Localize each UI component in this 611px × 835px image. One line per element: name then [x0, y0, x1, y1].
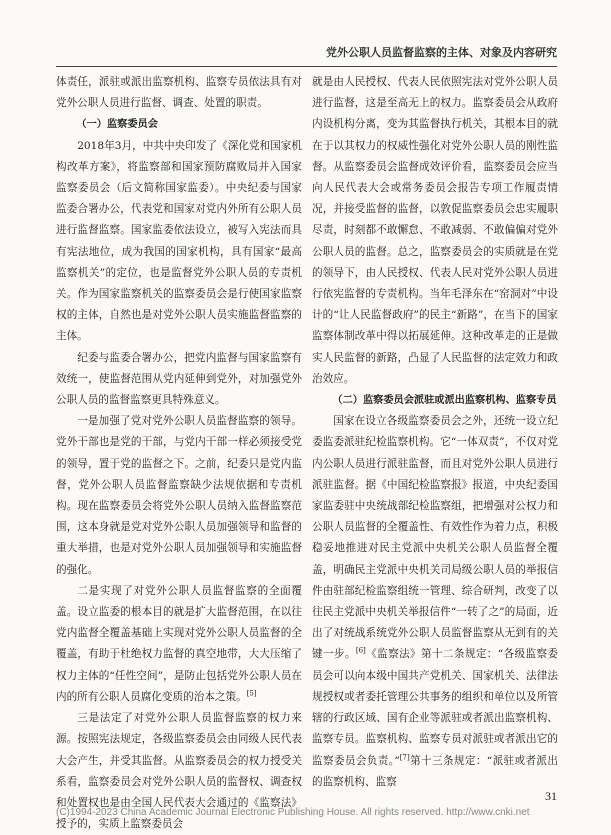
paragraph: 就是由人民授权、代表人民依照宪法对党外公职人员进行监督，这是至高无上的权力。监察委员会从政府内设机构分离，变为其监督执行机关，其根本目的就在于以其权力的权威性强化对党外公职人员的刚性监督。从监察委员会监督成效评价看，监察委员会应当向人民代表大会或常务委员会报告专项工作履责情况，并接受监督的监督，以敦促监察委员会忠实履职尽责，时刻都不敢懈怠、不敢减弱、不敢偏偏对党外公职人员的监督。总之，监察委员会的实质就是在党的领导下，由人民授权、代表人民对党外公职人员进行依宪监督的专责机构。当年毛泽东在“窑洞对”中设计的“让人民监督政府”的民主“新路”，在当下的国家监察体制改革中得以拓展延伸。这种改革走的正是做实人民监督的新路，凸显了人民监督的法定效力和政治效应。	[312, 76, 558, 385]
paragraph: 纪委与监委合署办公，把党内监督与国家监察有效统一，使监督范围从党内延伸到党外，对加强党外公职人员的监督监察更具特殊意义。	[56, 351, 302, 407]
running-header: 党外公职人员监督监察的主体、对象及内容研究	[326, 46, 557, 59]
citation-ref: [5]	[246, 689, 257, 698]
copyright-footer: (C)1994-2023 China Academic Journal Electronic Publishing House. All rights reserved. http://www.cnki.net	[56, 807, 530, 818]
section-heading: （二）监察委员会派驻或派出监察机构、监察专员	[332, 395, 557, 407]
paragraph	[56, 581, 302, 708]
citation-ref: [7]	[399, 752, 410, 761]
citation-ref: [6]	[355, 646, 366, 655]
right-column	[312, 72, 558, 793]
paragraph: 体责任，派驻或派出监察机构、监察专员依法具有对党外公职人员进行监督、调查、处置的职责。	[56, 76, 302, 110]
header-rule	[56, 66, 557, 67]
paragraph-text: 《监察法》第十二条规定：“各级监察委员会可以向本级中国共产党机关、国家机关、法律法规授权或者委托管理公共事务的组织和单位以及所管辖的行政区域、国有企业等派驻或者派出监察机构、监察专员。监察机构、监察专员对派驻或者派出它的监察委员会负责。”	[312, 648, 559, 767]
left-column	[56, 72, 302, 835]
paragraph-text: 国家在设立各级监察委员会之外，还统一设立纪委监委派驻纪检监察机构。它“一体双责”，不仅对党内公职人员进行派驻监督，而且对党外公职人员进行派驻监督。据《中国纪检监察报》报道，中央纪委国家监委驻中央统战部纪检监察组，把增强对公权力和公职人员监督的全覆盖性、有效性作为着力点，积极稳妥地推进对民主党派中央机关公职人员监督全覆盖，明确民主党派中央机关司局级公职人员的举报信件由驻部纪检监察组统一管理、综合研判，改变了以往民主党派中央机关举报信件“一转了之”的局面，近出了对统战系统党外公职人员监督监察从无到有的关键一步。	[312, 415, 558, 661]
paragraph: 一是加强了党对党外公职人员监督监察的领导。党外干部也是党的干部，与党内干部一样必须接受党的领导，置于党的监督之下。之前，纪委只是党内监督，党外公职人员监督监察缺少法规依据和专责机构。现在监察委员会将党外公职人员纳入监督监察范围，这本身就是党对党外公职人员加强领导和监督的重大举措，也是对党外公职人员加强领导和实施监督的强化。	[56, 415, 302, 576]
paragraph-text: 第十三条规定：“派驻或者派出的监察机构、监察	[312, 754, 558, 788]
page-number: 31	[545, 789, 557, 803]
section-heading: （一）监察委员会	[76, 119, 158, 131]
paragraph: 三是法定了对党外公职人员监督监察的权力来源。按照宪法规定，各级监察委员会由同级人民代表大会产生，并受其监督。从监察委员会的权力授受关系看，监察委员会对党外公职人员的监督权、调查权和处置权也是由全国人民代表大会通过的《监察法》授予的，实质上监察委员会	[56, 712, 302, 831]
paragraph: 2018年3月，中共中央印发了《深化党和国家机构改革方案》，将监察部和国家预防腐败局并入国家监察委员会（后文简称国家监委）。中央纪委与国家监委合署办公，代表党和国家对党内外所有公职人员进行监督监察。国家监委依法设立，被写入宪法而具有宪法地位，成为我国的国家机构，具有国家“最高监察机关”的定位，也是监督党外公职人员的专责机关。作为国家监察机关的监察委员会是行使国家监察权的主体，自然也是对党外公职人员实施监督监察的主体。	[56, 139, 302, 343]
paragraph-text: 二是实现了对党外公职人员监督监察的全面覆盖。设立监委的根本目的就是扩大监督范围，在以往党内监督全覆盖基础上实现对党外公职人员监督的全覆盖，有助于杜绝权力监督的真空地带，大大压缩了权力主体的“任性空间”，是防止包括党外公职人员在内的所有公职人员腐化变质的治本之策。	[56, 584, 302, 703]
paragraph	[312, 411, 558, 793]
